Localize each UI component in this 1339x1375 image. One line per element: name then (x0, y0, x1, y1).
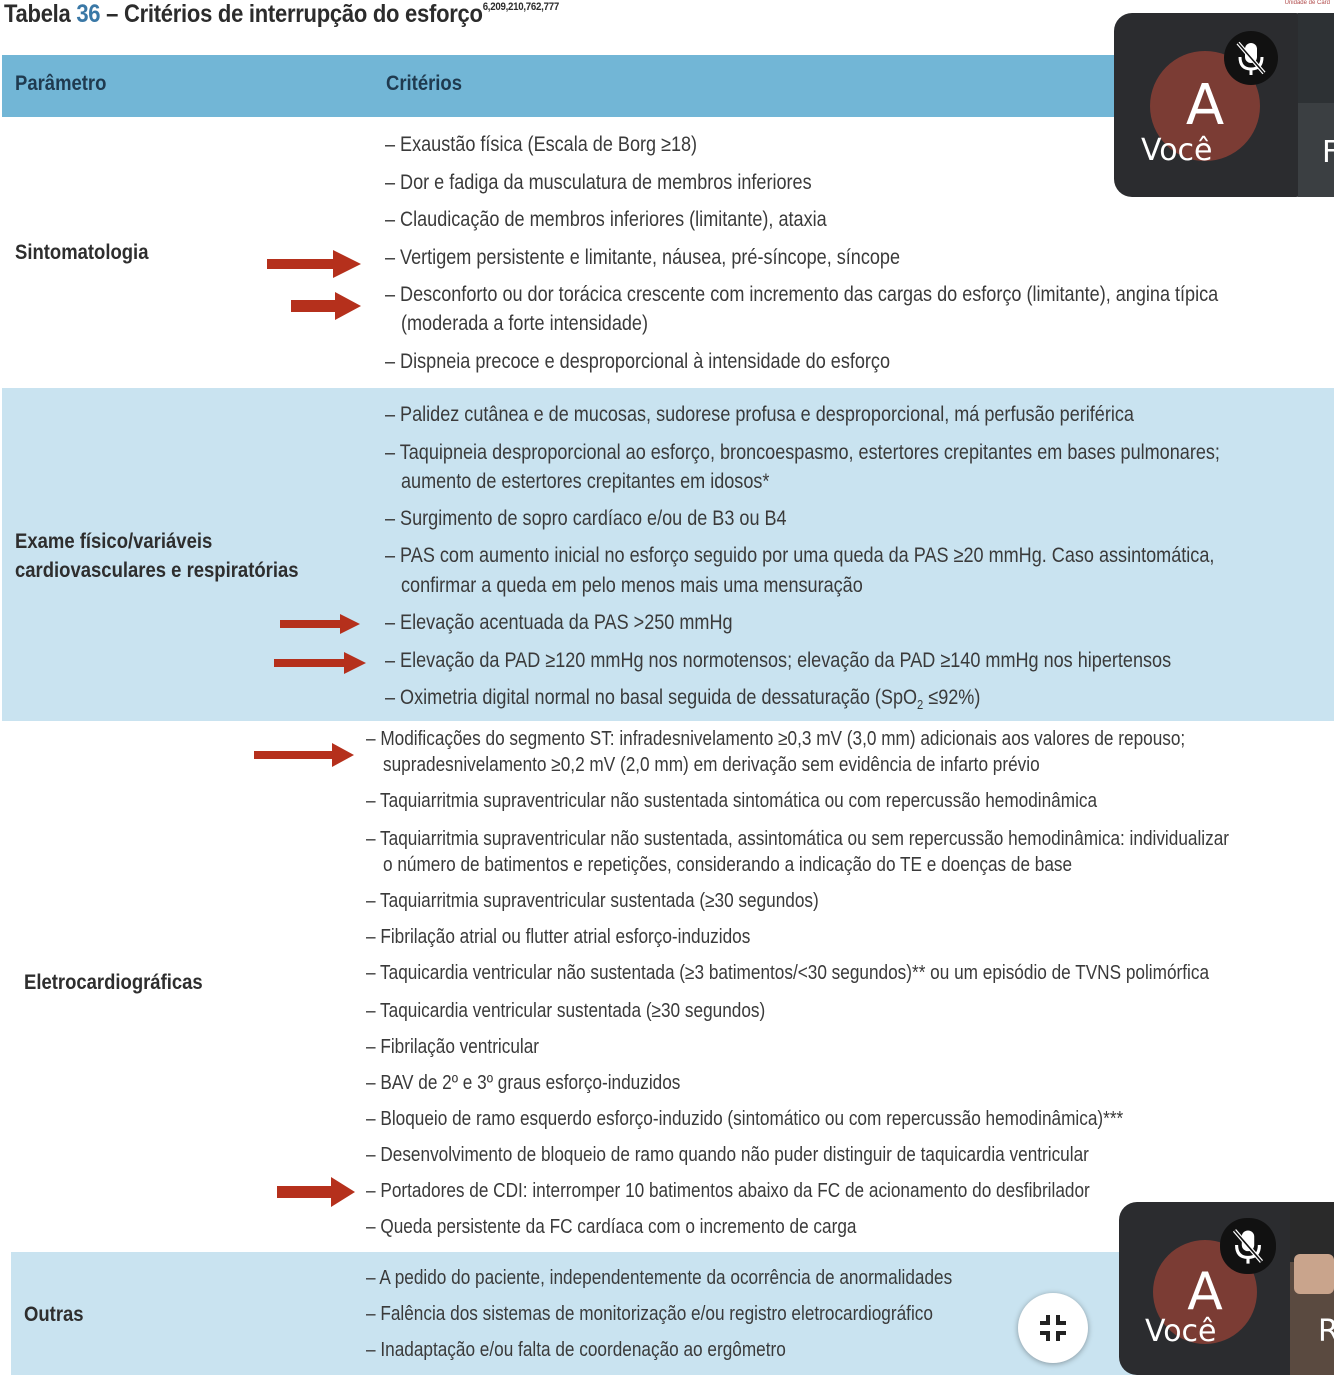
criterion-continuation: o número de batimentos e repetições, considerando a indicação do TE e doenças de base (383, 854, 1073, 876)
corner-caption: Unidade de Card (1284, 0, 1330, 6)
criterion: – Queda persistente da FC cardíaca com o incremento de carga (366, 1216, 857, 1238)
participant-tile-self[interactable] (1114, 13, 1314, 197)
criterion: – Taquipneia desproporcional ao esforço, broncoespasmo, estertores crepitantes em bases pulmonares; (385, 441, 1220, 464)
criterion-continuation: supradesnivelamento ≥0,2 mV (2,0 mm) em derivação sem evidência de infarto prévio (383, 754, 1040, 776)
criterion: – Falência dos sistemas de monitorização e/ou registro eletrocardiográfico (366, 1303, 933, 1325)
param-eletrocardiograficas: Eletrocardiográficas (24, 971, 203, 994)
criterion: – Exaustão física (Escala de Borg ≥18) (385, 133, 698, 156)
criterion: – Desconforto ou dor torácica crescente com incremento das cargas do esforço (limitante), angina típica (385, 283, 1219, 306)
participant-initial: F (1322, 135, 1339, 170)
criterion: – Palidez cutânea e de mucosas, sudorese profusa e desproporcional, má perfusão periférica (385, 403, 1134, 426)
criterion: – Dor e fadiga da musculatura de membros inferiores (385, 171, 812, 194)
header-parameter: Parâmetro (15, 72, 107, 95)
participant-name: Você (1145, 1314, 1217, 1349)
param-sintomatologia: Sintomatologia (15, 241, 149, 264)
criterion-continuation: (moderada a forte intensidade) (401, 312, 648, 335)
criterion: – Desenvolvimento de bloqueio de ramo quando não puder distinguir de taquicardia ventricular (366, 1144, 1089, 1166)
exit-fullscreen-icon (1018, 1293, 1088, 1363)
criterion: – Vertigem persistente e limitante, náusea, pré-síncope, síncope (385, 246, 901, 269)
table-title: Tabela 36 – Critérios de interrupção do esforço$^{6,209,210,762,777}$ (4, 0, 559, 28)
criterion: – Dispneia precoce e desproporcional à intensidade do esforço (385, 350, 891, 373)
arrow-right-icon (291, 292, 361, 320)
criterion: – A pedido do paciente, independentemente da ocorrência de anormalidades (366, 1267, 953, 1289)
criterion: – Taquiarritmia supraventricular não sustentada, assintomática ou sem repercussão hemodinâmica: individualizar (366, 828, 1229, 850)
criterion: – Fibrilação ventricular (366, 1036, 540, 1058)
criterion: – Modificações do segmento ST: infradesnivelamento ≥0,3 mV (3,0 mm) adicionais aos valores de repouso; (366, 728, 1186, 750)
participant-name: Você (1141, 133, 1213, 168)
participant-initial: R (1318, 1314, 1339, 1349)
participant-tile-other[interactable] (1298, 13, 1339, 197)
param-line: Exame físico/variáveis (15, 530, 213, 553)
criterion-continuation: confirmar a queda em pelo menos mais uma mensuração (401, 574, 863, 597)
arrow-right-icon (254, 743, 354, 767)
arrow-right-icon (267, 250, 361, 278)
arrow-right-icon (274, 652, 366, 674)
avatar: A (1153, 1240, 1257, 1344)
param-exame-fisico (15, 527, 299, 585)
criterion: – Fibrilação atrial ou flutter atrial esforço-induzidos (366, 926, 751, 948)
criterion: – Portadores de CDI: interromper 10 batimentos abaixo da FC de acionamento do desfibrilador (366, 1180, 1090, 1202)
avatar: A (1150, 51, 1260, 161)
video-feed (1290, 1202, 1334, 1262)
criterion: – Taquicardia ventricular não sustentada (≥3 batimentos/<30 segundos)** ou um episódio de TVNS polimórfica (366, 962, 1210, 984)
table-number: 36 (76, 0, 101, 28)
criterion: – PAS com aumento inicial no esforço seguido por uma queda da PAS ≥20 mmHg. Caso assintomática, (385, 544, 1215, 567)
participant-tile-self[interactable] (1119, 1202, 1319, 1375)
criterion: – Claudicação de membros inferiores (limitante), ataxia (385, 208, 827, 231)
header-criteria: Critérios (386, 72, 462, 95)
criterion: – Taquiarritmia supraventricular sustentada (≥30 segundos) (366, 890, 819, 912)
criterion: – Elevação acentuada da PAS >250 mmHg (385, 611, 733, 634)
mic-off-icon (1224, 31, 1278, 85)
criterion-oximetria: – Oximetria digital normal no basal seguida de dessaturação (SpO$_2$ ≤92%) (385, 686, 981, 713)
criterion: – Taquiarritmia supraventricular não sustentada sintomática ou com repercussão hemodinâmica (366, 790, 1098, 812)
criterion: – Taquicardia ventricular sustentada (≥30 segundos) (366, 1000, 766, 1022)
criterion: – Inadaptação e/ou falta de coordenação ao ergômetro (366, 1339, 786, 1361)
criterion-continuation: aumento de estertores crepitantes em idosos* (401, 470, 770, 493)
subscript: 2 (917, 697, 924, 713)
arrow-right-icon (277, 1177, 355, 1207)
mic-off-icon (1220, 1218, 1276, 1274)
participant-tile-other[interactable] (1290, 1202, 1339, 1375)
arrow-right-icon (280, 614, 360, 634)
criterion: – Bloqueio de ramo esquerdo esforço-induzido (sintomático ou com repercussão hemodinâmica)*** (366, 1108, 1124, 1130)
criterion: – BAV de 2º e 3º graus esforço-induzidos (366, 1072, 681, 1094)
criterion: – Elevação da PAD ≥120 mmHg nos normotensos; elevação da PAD ≥140 mmHg nos hipertensos (385, 649, 1172, 672)
param-line: cardiovasculares e respiratórias (15, 559, 299, 582)
criterion: – Surgimento de sopro cardíaco e/ou de B3 ou B4 (385, 507, 787, 530)
video-feed-face (1294, 1254, 1334, 1294)
exit-fullscreen-button[interactable] (1018, 1293, 1088, 1363)
param-outras: Outras (24, 1303, 84, 1326)
title-references: 6,209,210,762,777 (482, 1, 559, 13)
